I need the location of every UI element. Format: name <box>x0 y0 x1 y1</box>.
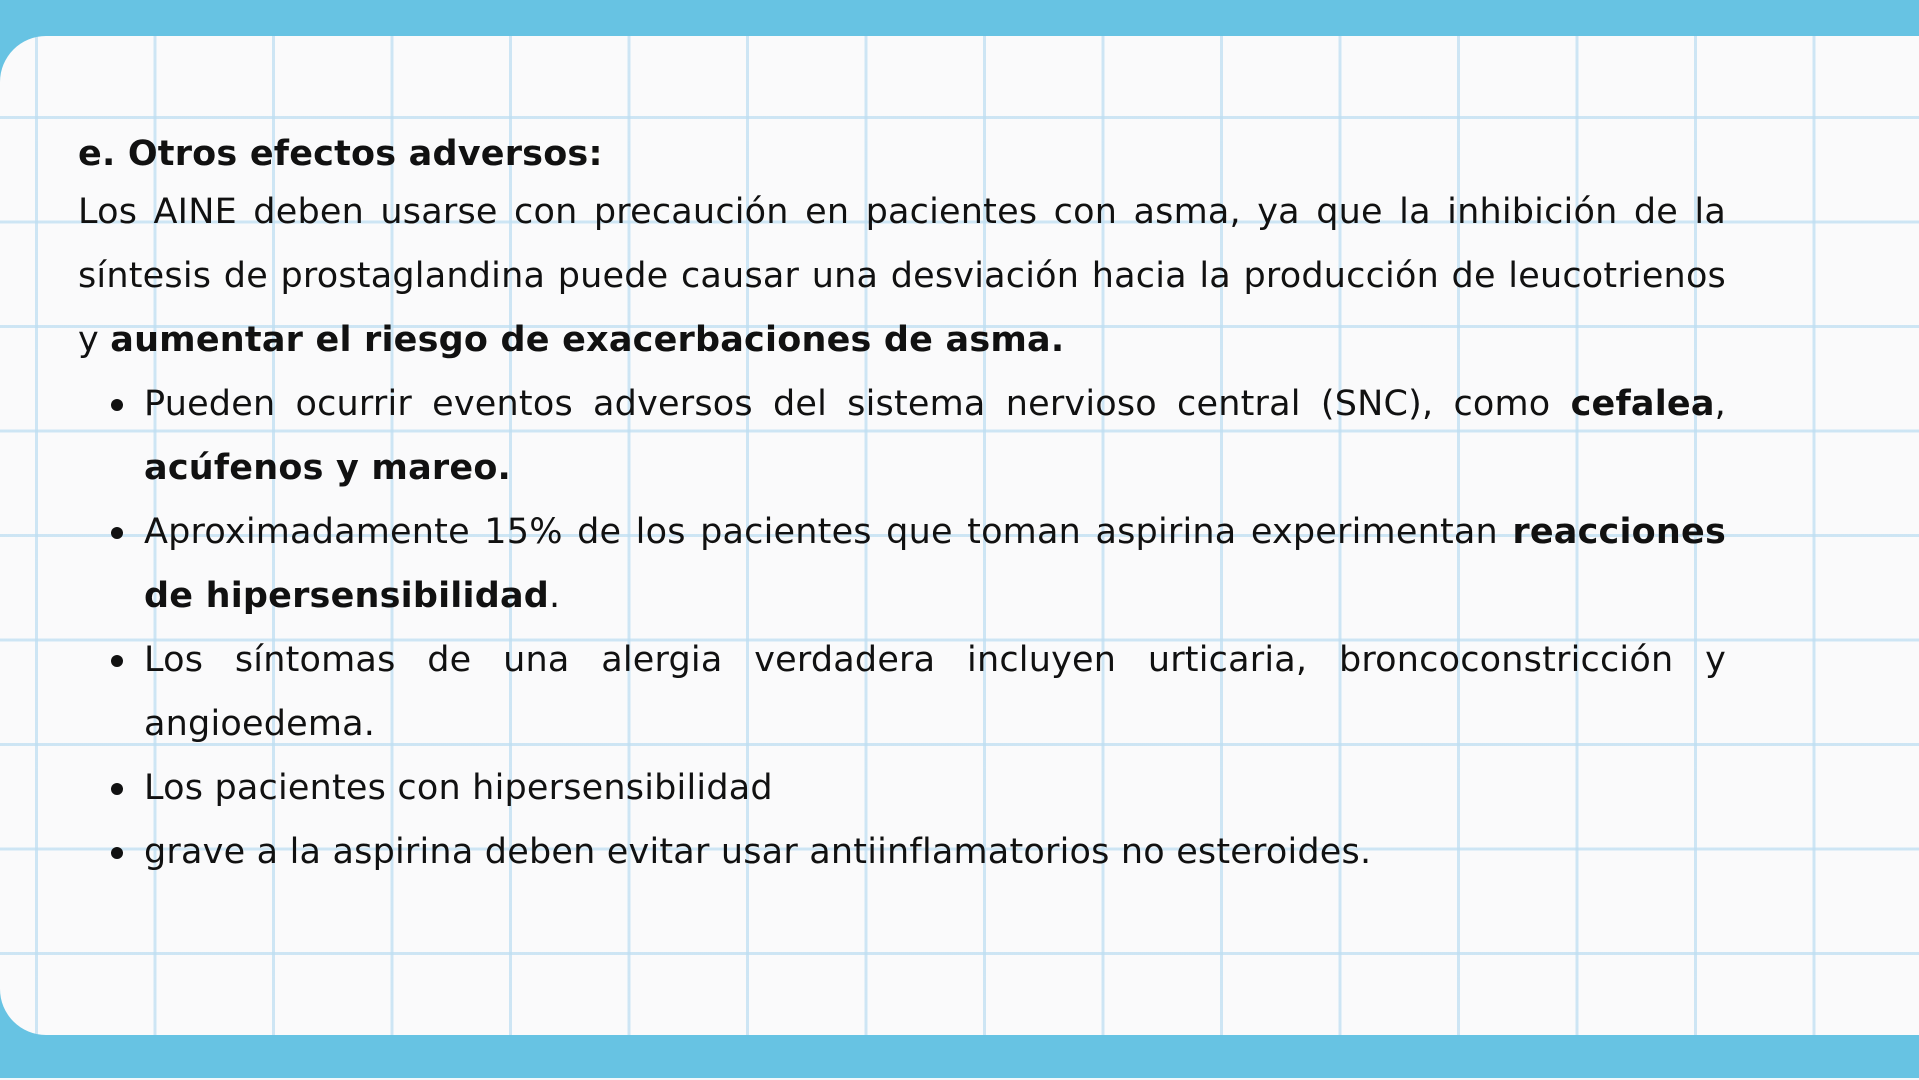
bullet-dot-icon <box>111 847 123 859</box>
bullet-dot-icon <box>111 399 123 411</box>
bullet-item-patients-hypersensitivity <box>78 756 1726 820</box>
bullet-text-part: . <box>549 576 561 616</box>
bullet-text: Los pacientes con hipersensibilidad <box>144 768 773 808</box>
bullet-text-part: , <box>1714 384 1726 424</box>
bullet-bold-text: reacciones de hipersensibilidad <box>144 512 1726 616</box>
bullet-dot-icon <box>111 527 123 539</box>
slide-content <box>78 128 1726 884</box>
bullet-text <box>144 372 1726 500</box>
bullet-bold-text: acúfenos y mareo. <box>144 448 512 488</box>
bullet-bold-text: cefalea <box>1570 384 1715 424</box>
bullet-dot-icon <box>111 783 123 795</box>
bullet-text-part: Pueden ocurrir eventos adversos del sistema nervioso central (SNC), como <box>144 384 1571 424</box>
bullet-item-cns-effects <box>78 372 1726 500</box>
bullet-text: grave a la aspirina deben evitar usar antiinflamatorios no esteroides. <box>144 832 1372 872</box>
grid-paper-panel <box>0 36 1919 1035</box>
bullet-text-part: Aproximadamente 15% de los pacientes que toman aspirina experimentan <box>144 512 1513 552</box>
bullet-item-allergy-symptoms <box>78 628 1726 756</box>
bullet-item-avoid-nsaids <box>78 820 1726 884</box>
bullet-list <box>78 372 1726 884</box>
paragraph-text: Los AINE deben usarse con precaución en pacientes con asma, ya que la inhibición de la síntesis de prostaglandina puede causar una desviación hacia la producción de leucotrienos y <box>78 192 1726 360</box>
paragraph-bold-text: aumentar el riesgo de exacerbaciones de asma. <box>110 320 1065 360</box>
bullet-text: Los síntomas de una alergia verdadera incluyen urticaria, broncoconstricción y angioedema. <box>144 640 1726 744</box>
bullet-dot-icon <box>111 655 123 667</box>
bullet-item-hypersensitivity <box>78 500 1726 628</box>
intro-paragraph <box>78 180 1726 372</box>
section-heading: e. Otros efectos adversos: <box>78 134 603 174</box>
bullet-text <box>144 500 1726 628</box>
